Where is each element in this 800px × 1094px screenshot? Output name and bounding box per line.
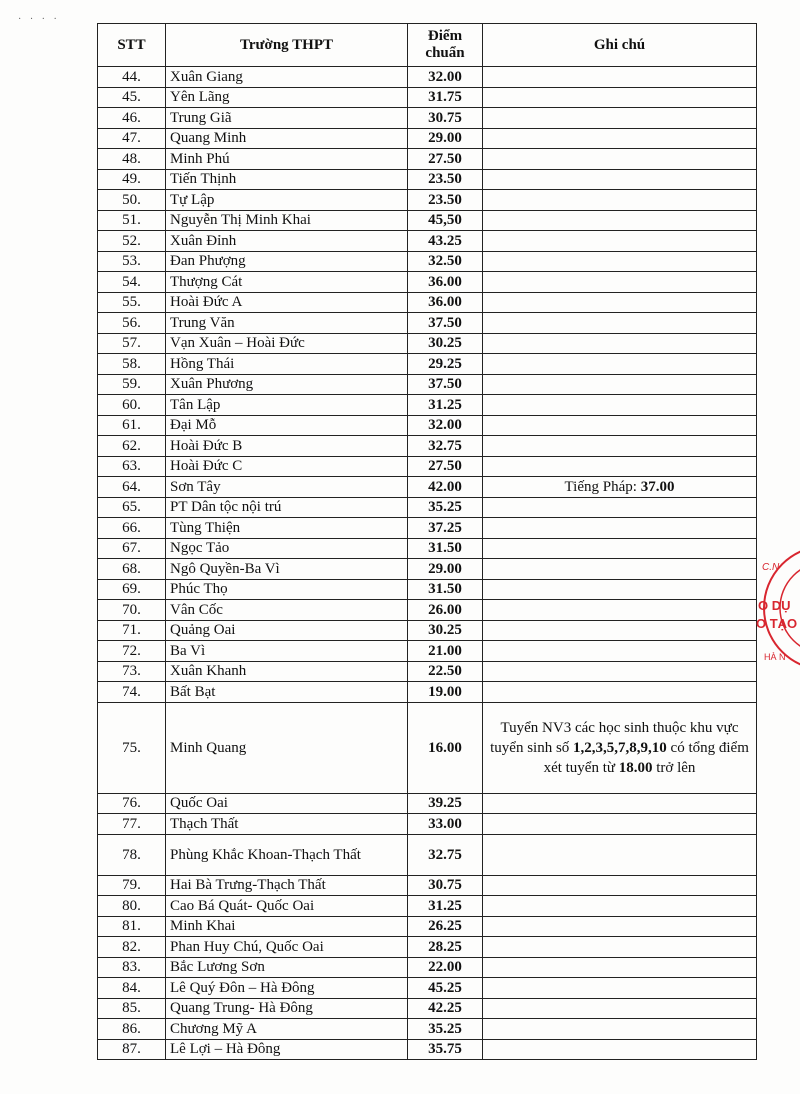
note-text: Tiếng Pháp: (564, 478, 641, 495)
row-stt: 76. (98, 793, 166, 814)
row-stt: 85. (98, 998, 166, 1019)
note-fragment: Tuyển NV3 các học sinh thuộc khu vực tuyển sinh số (490, 719, 739, 756)
row-score: 29.00 (408, 559, 483, 580)
row-score: 26.25 (408, 916, 483, 937)
row-school-name: Lê Quý Đôn – Hà Đông (166, 978, 408, 999)
row-school-name: Vân Cốc (166, 600, 408, 621)
row-note (483, 67, 757, 88)
row-score: 42.25 (408, 998, 483, 1019)
table-row (98, 333, 757, 354)
row-stt: 48. (98, 149, 166, 170)
row-stt: 78. (98, 834, 166, 875)
table-row (98, 916, 757, 937)
table-row (98, 957, 757, 978)
row-school-name: Trung Giã (166, 108, 408, 129)
row-score: 32.00 (408, 415, 483, 436)
table-body (98, 67, 757, 1060)
row-school-name: Tân Lập (166, 395, 408, 416)
row-stt: 69. (98, 579, 166, 600)
table-row (98, 896, 757, 917)
row-score: 35.75 (408, 1039, 483, 1060)
row-score: 33.00 (408, 814, 483, 835)
row-stt: 71. (98, 620, 166, 641)
row-school-name: Ngọc Tảo (166, 538, 408, 559)
header-note: Ghi chú (483, 24, 757, 67)
row-note (483, 896, 757, 917)
row-score: 22.00 (408, 957, 483, 978)
row-note (483, 682, 757, 703)
table-row (98, 354, 757, 375)
row-note (483, 128, 757, 149)
row-note (483, 169, 757, 190)
row-score: 31.50 (408, 579, 483, 600)
row-stt: 70. (98, 600, 166, 621)
table-row (98, 538, 757, 559)
table-row (98, 559, 757, 580)
row-school-name: Xuân Đỉnh (166, 231, 408, 252)
table-row (98, 682, 757, 703)
seal-text-1: C.N (762, 562, 780, 573)
row-stt: 79. (98, 875, 166, 896)
row-school-name: Phùng Khắc Khoan-Thạch Thất (166, 834, 408, 875)
row-score: 31.25 (408, 896, 483, 917)
row-school-name: Quảng Oai (166, 620, 408, 641)
row-school-name: Tự Lập (166, 190, 408, 211)
row-school-name: Tiến Thịnh (166, 169, 408, 190)
seal-text-2: O DỤ (758, 598, 791, 613)
table-row (98, 436, 757, 457)
row-note (483, 661, 757, 682)
row-note (483, 108, 757, 129)
row-school-name: Phan Huy Chú, Quốc Oai (166, 937, 408, 958)
row-school-name: Ngô Quyền-Ba Vì (166, 559, 408, 580)
row-stt: 59. (98, 374, 166, 395)
row-score: 28.25 (408, 937, 483, 958)
row-stt: 63. (98, 456, 166, 477)
row-school-name: Xuân Phương (166, 374, 408, 395)
row-stt: 73. (98, 661, 166, 682)
note-fragment: có tổng điểm xét tuyển từ (543, 739, 749, 776)
row-school-name: Hai Bà Trưng-Thạch Thất (166, 875, 408, 896)
row-school-name: Hoài Đức B (166, 436, 408, 457)
row-score: 30.75 (408, 108, 483, 129)
row-note (483, 937, 757, 958)
row-note (483, 518, 757, 539)
row-note (483, 916, 757, 937)
table-row (98, 190, 757, 211)
row-stt: 66. (98, 518, 166, 539)
row-note (483, 313, 757, 334)
row-note (483, 1019, 757, 1040)
row-note (483, 251, 757, 272)
row-stt: 61. (98, 415, 166, 436)
header-score-line1: Điểm (427, 28, 463, 44)
row-score: 37.50 (408, 374, 483, 395)
row-stt: 77. (98, 814, 166, 835)
row-school-name: Vạn Xuân – Hoài Đức (166, 333, 408, 354)
table-row (98, 374, 757, 395)
table-row (98, 292, 757, 313)
row-school-name: Minh Quang (166, 702, 408, 793)
row-school-name: Thạch Thất (166, 814, 408, 835)
row-stt: 75. (98, 702, 166, 793)
row-stt: 67. (98, 538, 166, 559)
table-row (98, 231, 757, 252)
row-note (483, 600, 757, 621)
row-stt: 80. (98, 896, 166, 917)
note-fragment: 18.00 (618, 759, 653, 776)
table-row (98, 1019, 757, 1040)
table-row (98, 1039, 757, 1060)
row-stt: 87. (98, 1039, 166, 1060)
table-row (98, 108, 757, 129)
table-row (98, 87, 757, 108)
row-note (483, 702, 757, 793)
row-school-name: Minh Phú (166, 149, 408, 170)
row-stt: 51. (98, 210, 166, 231)
row-stt: 60. (98, 395, 166, 416)
table-row (98, 702, 757, 793)
row-stt: 68. (98, 559, 166, 580)
table-row (98, 661, 757, 682)
row-note (483, 1039, 757, 1060)
row-stt: 74. (98, 682, 166, 703)
note-fragment: trở lên (652, 759, 696, 776)
row-score: 45,50 (408, 210, 483, 231)
row-school-name: PT Dân tộc nội trú (166, 497, 408, 518)
row-school-name: Chương Mỹ A (166, 1019, 408, 1040)
row-score: 23.50 (408, 190, 483, 211)
row-stt: 84. (98, 978, 166, 999)
table-row (98, 149, 757, 170)
row-stt: 57. (98, 333, 166, 354)
header-stt: STT (98, 24, 166, 67)
row-note (483, 354, 757, 375)
row-score: 30.25 (408, 620, 483, 641)
table-row (98, 210, 757, 231)
row-note (483, 538, 757, 559)
table-row (98, 518, 757, 539)
table-row (98, 579, 757, 600)
row-score: 22.50 (408, 661, 483, 682)
row-stt: 81. (98, 916, 166, 937)
row-stt: 55. (98, 292, 166, 313)
row-note (483, 875, 757, 896)
row-school-name: Cao Bá Quát- Quốc Oai (166, 896, 408, 917)
table-row (98, 998, 757, 1019)
row-school-name: Phúc Thọ (166, 579, 408, 600)
row-score: 29.00 (408, 128, 483, 149)
row-score: 29.25 (408, 354, 483, 375)
row-school-name: Quang Minh (166, 128, 408, 149)
official-seal (756, 548, 800, 668)
table-row (98, 793, 757, 814)
table-row (98, 456, 757, 477)
row-note (483, 641, 757, 662)
row-note (483, 834, 757, 875)
table-row (98, 497, 757, 518)
row-note (483, 814, 757, 835)
row-stt: 65. (98, 497, 166, 518)
row-score: 23.50 (408, 169, 483, 190)
row-school-name: Yên Lãng (166, 87, 408, 108)
table-row (98, 620, 757, 641)
row-stt: 45. (98, 87, 166, 108)
row-note (483, 978, 757, 999)
table-row (98, 313, 757, 334)
table-row (98, 600, 757, 621)
scan-artifact: · · · · (18, 14, 60, 25)
row-stt: 50. (98, 190, 166, 211)
row-stt: 58. (98, 354, 166, 375)
row-note (483, 395, 757, 416)
row-stt: 72. (98, 641, 166, 662)
row-note (483, 231, 757, 252)
row-school-name: Đan Phượng (166, 251, 408, 272)
row-stt: 82. (98, 937, 166, 958)
row-stt: 54. (98, 272, 166, 293)
row-score: 27.50 (408, 149, 483, 170)
header-school: Trường THPT (166, 24, 408, 67)
row-score: 32.75 (408, 834, 483, 875)
seal-text-4: HÀ N (764, 652, 786, 662)
table-row (98, 875, 757, 896)
note-fragment: 1,2,3,5,7,8,9,10 (573, 739, 667, 756)
row-score: 42.00 (408, 477, 483, 498)
row-score: 26.00 (408, 600, 483, 621)
row-school-name: Thượng Cát (166, 272, 408, 293)
row-school-name: Trung Văn (166, 313, 408, 334)
table-row (98, 67, 757, 88)
row-note (483, 333, 757, 354)
table-row (98, 834, 757, 875)
row-school-name: Hồng Thái (166, 354, 408, 375)
table-row (98, 415, 757, 436)
row-school-name: Xuân Giang (166, 67, 408, 88)
row-school-name: Bất Bạt (166, 682, 408, 703)
row-note (483, 190, 757, 211)
row-note (483, 87, 757, 108)
table-row (98, 477, 757, 498)
row-school-name: Xuân Khanh (166, 661, 408, 682)
row-score: 32.75 (408, 436, 483, 457)
row-note (483, 436, 757, 457)
row-score: 37.25 (408, 518, 483, 539)
table-row (98, 251, 757, 272)
row-school-name: Nguyễn Thị Minh Khai (166, 210, 408, 231)
table-row (98, 128, 757, 149)
row-school-name: Lê Lợi – Hà Đông (166, 1039, 408, 1060)
row-note (483, 272, 757, 293)
row-score: 21.00 (408, 641, 483, 662)
note-score: 37.00 (640, 478, 675, 495)
row-note (483, 497, 757, 518)
row-note (483, 456, 757, 477)
row-school-name: Ba Vì (166, 641, 408, 662)
row-school-name: Hoài Đức C (166, 456, 408, 477)
row-stt: 52. (98, 231, 166, 252)
table-row (98, 978, 757, 999)
table-row (98, 814, 757, 835)
row-score: 39.25 (408, 793, 483, 814)
row-score: 16.00 (408, 702, 483, 793)
row-stt: 46. (98, 108, 166, 129)
row-score: 35.25 (408, 1019, 483, 1040)
row-score: 32.50 (408, 251, 483, 272)
row-note (483, 477, 757, 498)
row-school-name: Hoài Đức A (166, 292, 408, 313)
row-note (483, 793, 757, 814)
table-row (98, 641, 757, 662)
row-stt: 53. (98, 251, 166, 272)
row-note (483, 149, 757, 170)
row-score: 30.25 (408, 333, 483, 354)
row-stt: 49. (98, 169, 166, 190)
row-score: 35.25 (408, 497, 483, 518)
row-note (483, 559, 757, 580)
admission-score-table (97, 23, 757, 1060)
row-note (483, 620, 757, 641)
row-stt: 86. (98, 1019, 166, 1040)
table-row (98, 272, 757, 293)
row-note (483, 292, 757, 313)
row-score: 30.75 (408, 875, 483, 896)
row-note (483, 998, 757, 1019)
row-score: 45.25 (408, 978, 483, 999)
row-stt: 44. (98, 67, 166, 88)
row-score: 32.00 (408, 67, 483, 88)
row-note (483, 957, 757, 978)
row-stt: 62. (98, 436, 166, 457)
row-score: 43.25 (408, 231, 483, 252)
row-school-name: Sơn Tây (166, 477, 408, 498)
row-stt: 47. (98, 128, 166, 149)
row-score: 37.50 (408, 313, 483, 334)
header-score-line2: chuẩn (425, 45, 465, 61)
row-note (483, 210, 757, 231)
row-school-name: Đại Mỗ (166, 415, 408, 436)
table-row (98, 395, 757, 416)
row-score: 31.75 (408, 87, 483, 108)
row-note (483, 415, 757, 436)
seal-text-3: O TẠO (756, 616, 798, 631)
table-row (98, 937, 757, 958)
header-score (408, 24, 483, 67)
row-score: 31.25 (408, 395, 483, 416)
row-school-name: Minh Khai (166, 916, 408, 937)
row-score: 27.50 (408, 456, 483, 477)
row-score: 36.00 (408, 292, 483, 313)
row-school-name: Quang Trung- Hà Đông (166, 998, 408, 1019)
row-stt: 56. (98, 313, 166, 334)
row-school-name: Tùng Thiện (166, 518, 408, 539)
row-stt: 64. (98, 477, 166, 498)
row-school-name: Bắc Lương Sơn (166, 957, 408, 978)
row-school-name: Quốc Oai (166, 793, 408, 814)
row-note (483, 579, 757, 600)
table-row (98, 169, 757, 190)
row-score: 31.50 (408, 538, 483, 559)
table-header-row (98, 24, 757, 67)
row-score: 36.00 (408, 272, 483, 293)
row-stt: 83. (98, 957, 166, 978)
row-note (483, 374, 757, 395)
row-score: 19.00 (408, 682, 483, 703)
